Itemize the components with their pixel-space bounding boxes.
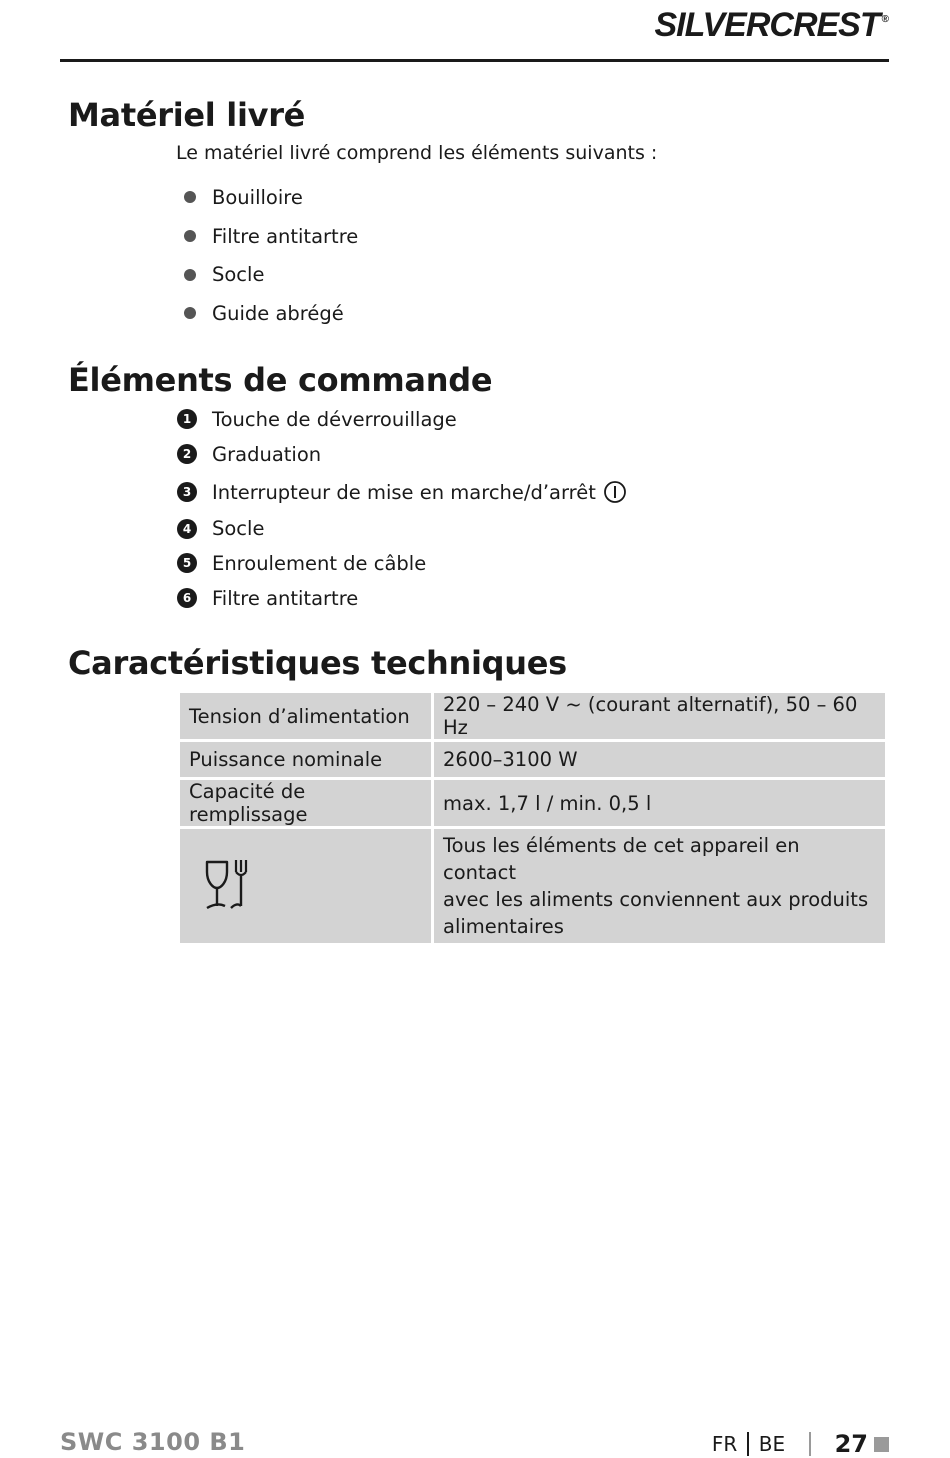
table-cell-value <box>433 828 887 945</box>
footer-meta <box>712 1430 889 1458</box>
table-row <box>179 779 887 828</box>
page-marker-icon <box>874 1437 889 1452</box>
list-item <box>177 545 627 581</box>
table-cell-label: Tension d’alimentation <box>179 693 433 741</box>
language-fr: FR <box>711 1432 738 1456</box>
specs-table <box>177 693 888 946</box>
number-badge-icon: 6 <box>177 588 197 608</box>
list-item-label: Guide abrégé <box>212 301 344 325</box>
food-safe-icon <box>203 858 255 914</box>
brand-part-crest: CREST <box>769 6 880 44</box>
section-title-caracteristiques: Caractéristiques techniques <box>68 644 567 682</box>
food-note-line: alimentaires <box>443 915 564 938</box>
list-item <box>184 294 358 333</box>
bullet-list <box>184 178 358 333</box>
list-item-label: Interrupteur de mise en marche/d’arrêt <box>212 480 596 504</box>
brand-logo <box>654 6 888 45</box>
list-item <box>177 472 627 512</box>
page-number: 27 <box>834 1430 868 1458</box>
registered-mark: ® <box>881 14 888 25</box>
list-item <box>184 178 358 217</box>
number-badge-icon: 4 <box>177 519 197 539</box>
list-item-label: Socle <box>212 517 265 540</box>
list-item-label: Touche de déverrouillage <box>212 407 457 431</box>
food-note-line: avec les aliments conviennent aux produits <box>443 888 869 911</box>
section-title-materiel: Matériel livré <box>68 96 306 134</box>
table-cell-value: 220 – 240 V ~ (courant alternatif), 50 – 60 Hz <box>433 693 887 741</box>
table-row <box>179 693 887 741</box>
table-cell-value: 2600–3100 W <box>433 741 887 779</box>
bullet-icon <box>184 307 196 319</box>
bullet-icon <box>184 230 196 242</box>
number-badge-icon: 1 <box>177 409 197 429</box>
bullet-icon <box>184 269 196 281</box>
list-item-label: Socle <box>212 263 265 287</box>
divider <box>809 1432 811 1456</box>
list-item <box>184 255 358 294</box>
list-item <box>177 512 627 545</box>
section-intro: Le matériel livré comprend les éléments suivants : <box>176 142 658 164</box>
power-switch-icon <box>603 480 627 504</box>
bullet-icon <box>184 191 196 203</box>
controls-list <box>177 402 627 615</box>
table-cell-value: max. 1,7 l / min. 0,5 l <box>433 779 887 828</box>
food-note-line: Tous les éléments de cet appareil en contact <box>443 834 800 884</box>
divider <box>747 1432 749 1456</box>
table-cell-icon <box>179 828 433 945</box>
number-badge-icon: 2 <box>177 444 197 464</box>
number-badge-icon: 3 <box>177 482 197 502</box>
list-item-label: Enroulement de câble <box>212 551 427 575</box>
brand-part-silver: SILVER <box>654 6 770 44</box>
table-row <box>179 741 887 779</box>
section-title-elements: Éléments de commande <box>68 361 493 399</box>
list-item <box>177 436 627 472</box>
number-badge-icon: 5 <box>177 553 197 573</box>
list-item-label: Filtre antitartre <box>212 586 359 610</box>
list-item-label: Filtre antitartre <box>212 224 359 248</box>
table-cell-label: Capacité de remplissage <box>179 779 433 828</box>
table-cell-label: Puissance nominale <box>179 741 433 779</box>
list-item <box>177 581 627 615</box>
header-rule <box>60 59 889 62</box>
list-item-label: Graduation <box>212 442 322 466</box>
table-row <box>179 828 887 945</box>
list-item <box>177 402 627 436</box>
list-item <box>184 217 358 256</box>
list-item-label: Bouilloire <box>212 185 303 209</box>
language-be: BE <box>758 1432 786 1456</box>
model-number: SWC 3100 B1 <box>60 1428 246 1456</box>
